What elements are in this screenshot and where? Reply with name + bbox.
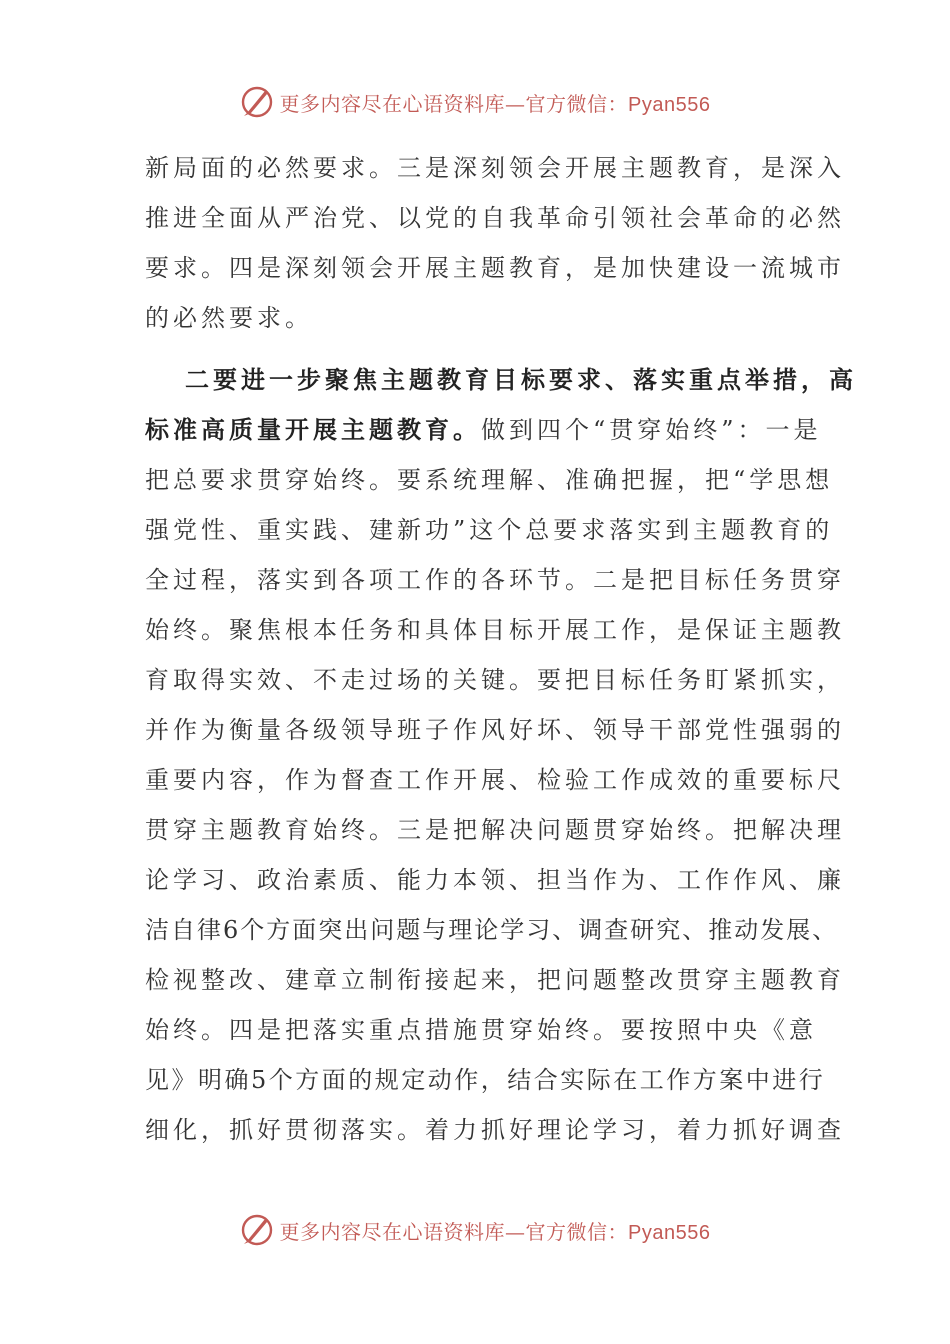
text-line: 强党性、重实践、建新功”这个总要求落实到主题教育的 (145, 516, 834, 544)
quill-logo-icon (240, 1213, 274, 1247)
text-line: 始终。聚焦根本任务和具体目标开展工作，是保证主题教 (145, 616, 845, 644)
section-heading-line-2 (145, 405, 825, 455)
text-line: 细化，抓好贯彻落实。着力抓好理论学习，着力抓好调查 (145, 1116, 845, 1144)
header-watermark (0, 82, 950, 122)
text-line: 检视整改、建章立制衔接起来，把问题整改贯穿主题教育 (145, 966, 845, 994)
text-line: 见》明确5个方面的规定动作，结合实际在工作方案中进行 (145, 1066, 826, 1094)
text-line: 把总要求贯穿始终。要系统理解、准确把握，把“学思想 (145, 466, 834, 494)
text-line: 推进全面从严治党、以党的自我革命引领社会革命的必然 (145, 204, 845, 232)
paragraph-gap (145, 343, 825, 355)
text-line: 洁自律6个方面突出问题与理论学习、调查研究、推动发展、 (145, 916, 839, 944)
text-span: 做到四个“贯穿始终”：一是 (481, 416, 822, 444)
quill-logo-icon (240, 85, 274, 119)
text-line: 始终。四是把落实重点措施贯穿始终。要按照中央《意 (145, 1016, 817, 1044)
text-line: 育取得实效、不走过场的关键。要把目标任务盯紧抓实， (145, 666, 845, 694)
text-line: 新局面的必然要求。三是深刻领会开展主题教育，是深入 (145, 154, 845, 182)
section-heading-tail: 标准高质量开展主题教育。 (145, 415, 481, 444)
text-line: 要求。四是深刻领会开展主题教育，是加快建设一流城市 (145, 254, 845, 282)
document-body (145, 143, 857, 1155)
watermark-text: 更多内容尽在心语资料库—官方微信：Pyan556 (279, 1219, 711, 1244)
text-line: 全过程，落实到各项工作的各环节。二是把目标任务贯穿 (145, 566, 845, 594)
text-line: 贯穿主题教育始终。三是把解决问题贯穿始终。把解决理 (145, 816, 845, 844)
text-line: 论学习、政治素质、能力本领、担当作为、工作作风、廉 (145, 866, 845, 894)
text-line: 的必然要求。 (145, 304, 313, 332)
watermark-text: 更多内容尽在心语资料库—官方微信：Pyan556 (279, 91, 711, 116)
text-line: 并作为衡量各级领导班子作风好坏、领导干部党性强弱的 (145, 716, 845, 744)
footer-watermark (0, 1210, 950, 1250)
text-line: 重要内容，作为督查工作开展、检验工作成效的重要标尺 (145, 766, 845, 794)
section-heading-line-1: 二要进一步聚焦主题教育目标要求、落实重点举措，高 (185, 365, 857, 394)
